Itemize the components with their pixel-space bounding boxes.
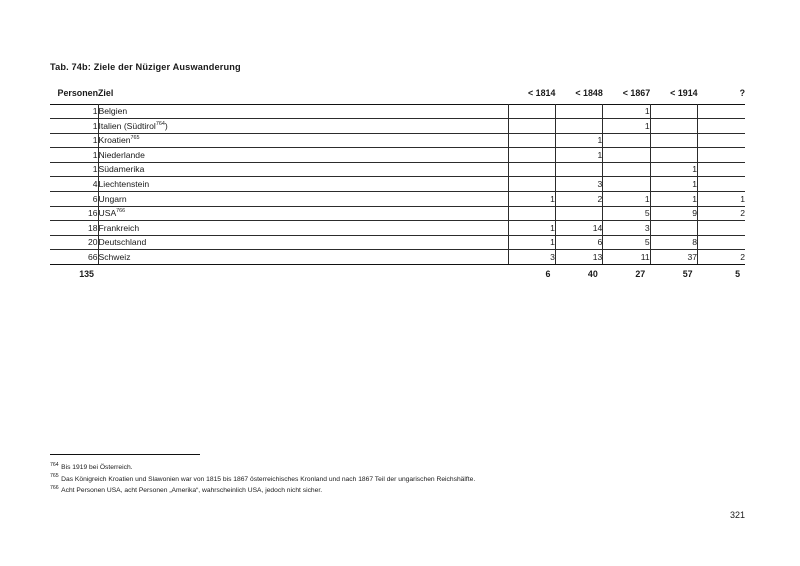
page-number: 321 (729, 510, 745, 520)
footnote-marker: 766 (50, 484, 59, 491)
cell-period-3: 5 (603, 235, 650, 250)
table-header-row (50, 88, 745, 104)
cell-period-unknown: 2 (698, 250, 745, 265)
table-row (50, 133, 745, 148)
footnote-text: Acht Personen USA, acht Personen „Amerika“, wahrscheinlich USA, jedoch nicht sicher. (61, 487, 323, 495)
table-row (50, 162, 745, 177)
cell-period-1 (508, 177, 555, 192)
cell-period-3 (603, 133, 650, 148)
destination-label: Liechtenstein (98, 178, 150, 189)
destination-label: Italien (Südtirol (98, 120, 156, 131)
cell-personen: 66 (50, 250, 98, 265)
totals-ziel (98, 265, 508, 282)
cell-period-2: 2 (555, 192, 602, 207)
footnotes-section (50, 462, 750, 497)
cell-period-1: 1 (508, 192, 555, 207)
footnote (50, 485, 750, 497)
cell-ziel (98, 221, 508, 236)
cell-ziel (98, 162, 508, 177)
column-header-period-1: < 1814 (528, 88, 556, 99)
table-row (50, 104, 745, 119)
cell-period-1 (508, 119, 555, 134)
cell-ziel (98, 133, 508, 148)
table-row (50, 206, 745, 221)
footnote-marker: 764 (50, 461, 59, 468)
cell-period-1: 1 (508, 221, 555, 236)
footnote-marker: 765 (50, 473, 59, 480)
totals-period-4: 57 (682, 268, 693, 279)
cell-ziel (98, 235, 508, 250)
cell-period-3: 3 (603, 221, 650, 236)
table-row (50, 250, 745, 265)
cell-period-4 (650, 221, 697, 236)
cell-period-4 (650, 148, 697, 163)
destination-label: Frankreich (98, 222, 140, 233)
column-header-ziel: Ziel (98, 88, 114, 99)
totals-period-3: 27 (635, 268, 646, 279)
cell-period-unknown (698, 177, 745, 192)
table-body (50, 104, 745, 265)
destination-label-suffix: ) (164, 120, 168, 131)
cell-period-4: 1 (650, 162, 697, 177)
table-row (50, 235, 745, 250)
footnote (50, 462, 750, 474)
cell-period-unknown (698, 235, 745, 250)
cell-ziel (98, 206, 508, 221)
cell-ziel (98, 177, 508, 192)
cell-period-3: 11 (603, 250, 650, 265)
table-caption: Tab. 74b: Ziele der Nüziger Auswanderung (50, 62, 241, 72)
footnote-reference: 765 (130, 135, 140, 142)
cell-period-4 (650, 133, 697, 148)
cell-ziel (98, 148, 508, 163)
cell-period-2: 1 (555, 133, 602, 148)
cell-period-4: 9 (650, 206, 697, 221)
cell-period-2 (555, 119, 602, 134)
emigration-table (50, 88, 745, 282)
cell-period-3 (603, 162, 650, 177)
cell-period-unknown (698, 148, 745, 163)
footnote (50, 474, 750, 486)
cell-personen: 6 (50, 192, 98, 207)
cell-ziel (98, 250, 508, 265)
column-header-personen: Personen (57, 88, 98, 99)
cell-period-3 (603, 177, 650, 192)
cell-period-1 (508, 104, 555, 119)
cell-personen: 1 (50, 104, 98, 119)
cell-personen: 1 (50, 162, 98, 177)
totals-personen: 135 (79, 268, 94, 279)
destination-label: Ungarn (98, 193, 127, 204)
cell-period-unknown (698, 221, 745, 236)
cell-personen: 16 (50, 206, 98, 221)
cell-period-unknown: 2 (698, 206, 745, 221)
cell-personen: 1 (50, 119, 98, 134)
cell-ziel (98, 192, 508, 207)
cell-personen: 4 (50, 177, 98, 192)
cell-personen: 1 (50, 148, 98, 163)
cell-personen: 18 (50, 221, 98, 236)
cell-period-3 (603, 148, 650, 163)
table-row (50, 192, 745, 207)
cell-period-unknown: 1 (698, 192, 745, 207)
totals-period-2: 40 (587, 268, 598, 279)
cell-period-4: 1 (650, 177, 697, 192)
cell-period-4: 8 (650, 235, 697, 250)
footnote-separator (50, 454, 200, 455)
cell-personen: 20 (50, 235, 98, 250)
cell-period-1: 3 (508, 250, 555, 265)
footnote-reference: 764 (155, 120, 165, 127)
destination-label: Niederlande (98, 149, 145, 160)
table-row (50, 119, 745, 134)
footnote-reference: 766 (116, 208, 126, 215)
table-row (50, 221, 745, 236)
cell-period-1 (508, 148, 555, 163)
cell-period-unknown (698, 133, 745, 148)
cell-ziel (98, 119, 508, 134)
emigration-table-container (50, 88, 745, 282)
destination-label: Deutschland (98, 237, 147, 248)
cell-period-2 (555, 104, 602, 119)
cell-period-2: 1 (555, 148, 602, 163)
column-header-period-4: < 1914 (670, 88, 698, 99)
cell-period-3: 1 (603, 192, 650, 207)
cell-period-4 (650, 104, 697, 119)
cell-period-3: 1 (603, 104, 650, 119)
cell-ziel (98, 104, 508, 119)
cell-period-2: 13 (555, 250, 602, 265)
footnote-text: Bis 1919 bei Österreich. (61, 464, 133, 471)
cell-period-2 (555, 206, 602, 221)
cell-period-2: 6 (555, 235, 602, 250)
cell-period-4 (650, 119, 697, 134)
destination-label: Südamerika (98, 164, 145, 175)
cell-period-unknown (698, 162, 745, 177)
destination-label: USA (98, 208, 117, 219)
cell-period-1: 1 (508, 235, 555, 250)
cell-period-4: 37 (650, 250, 697, 265)
table-row (50, 148, 745, 163)
cell-period-2: 14 (555, 221, 602, 236)
totals-period-unknown: 5 (735, 268, 740, 279)
cell-period-1 (508, 162, 555, 177)
footnote-text: Das Königreich Kroatien und Slawonien war von 1815 bis 1867 österreichisches Kronland und nach 1867 Teil der ungarischen Reichshälfte. (61, 475, 476, 483)
destination-label: Schweiz (98, 251, 131, 262)
column-header-period-3: < 1867 (622, 88, 651, 99)
cell-period-1 (508, 206, 555, 221)
totals-period-1: 6 (545, 268, 551, 279)
table-header (50, 88, 745, 104)
totals-row (50, 265, 745, 282)
cell-period-4: 1 (650, 192, 697, 207)
table-footer (50, 265, 745, 282)
column-header-period-2: < 1848 (575, 88, 603, 99)
destination-label: Kroatien (98, 135, 131, 146)
destination-label: Belgien (98, 106, 128, 116)
cell-period-1 (508, 133, 555, 148)
cell-period-2: 3 (555, 177, 602, 192)
cell-period-unknown (698, 119, 745, 134)
table-row (50, 177, 745, 192)
cell-period-3: 5 (603, 206, 650, 221)
cell-personen: 1 (50, 133, 98, 148)
cell-period-unknown (698, 104, 745, 119)
cell-period-3: 1 (603, 119, 650, 134)
column-header-period-unknown: ? (739, 88, 745, 99)
cell-period-2 (555, 162, 602, 177)
